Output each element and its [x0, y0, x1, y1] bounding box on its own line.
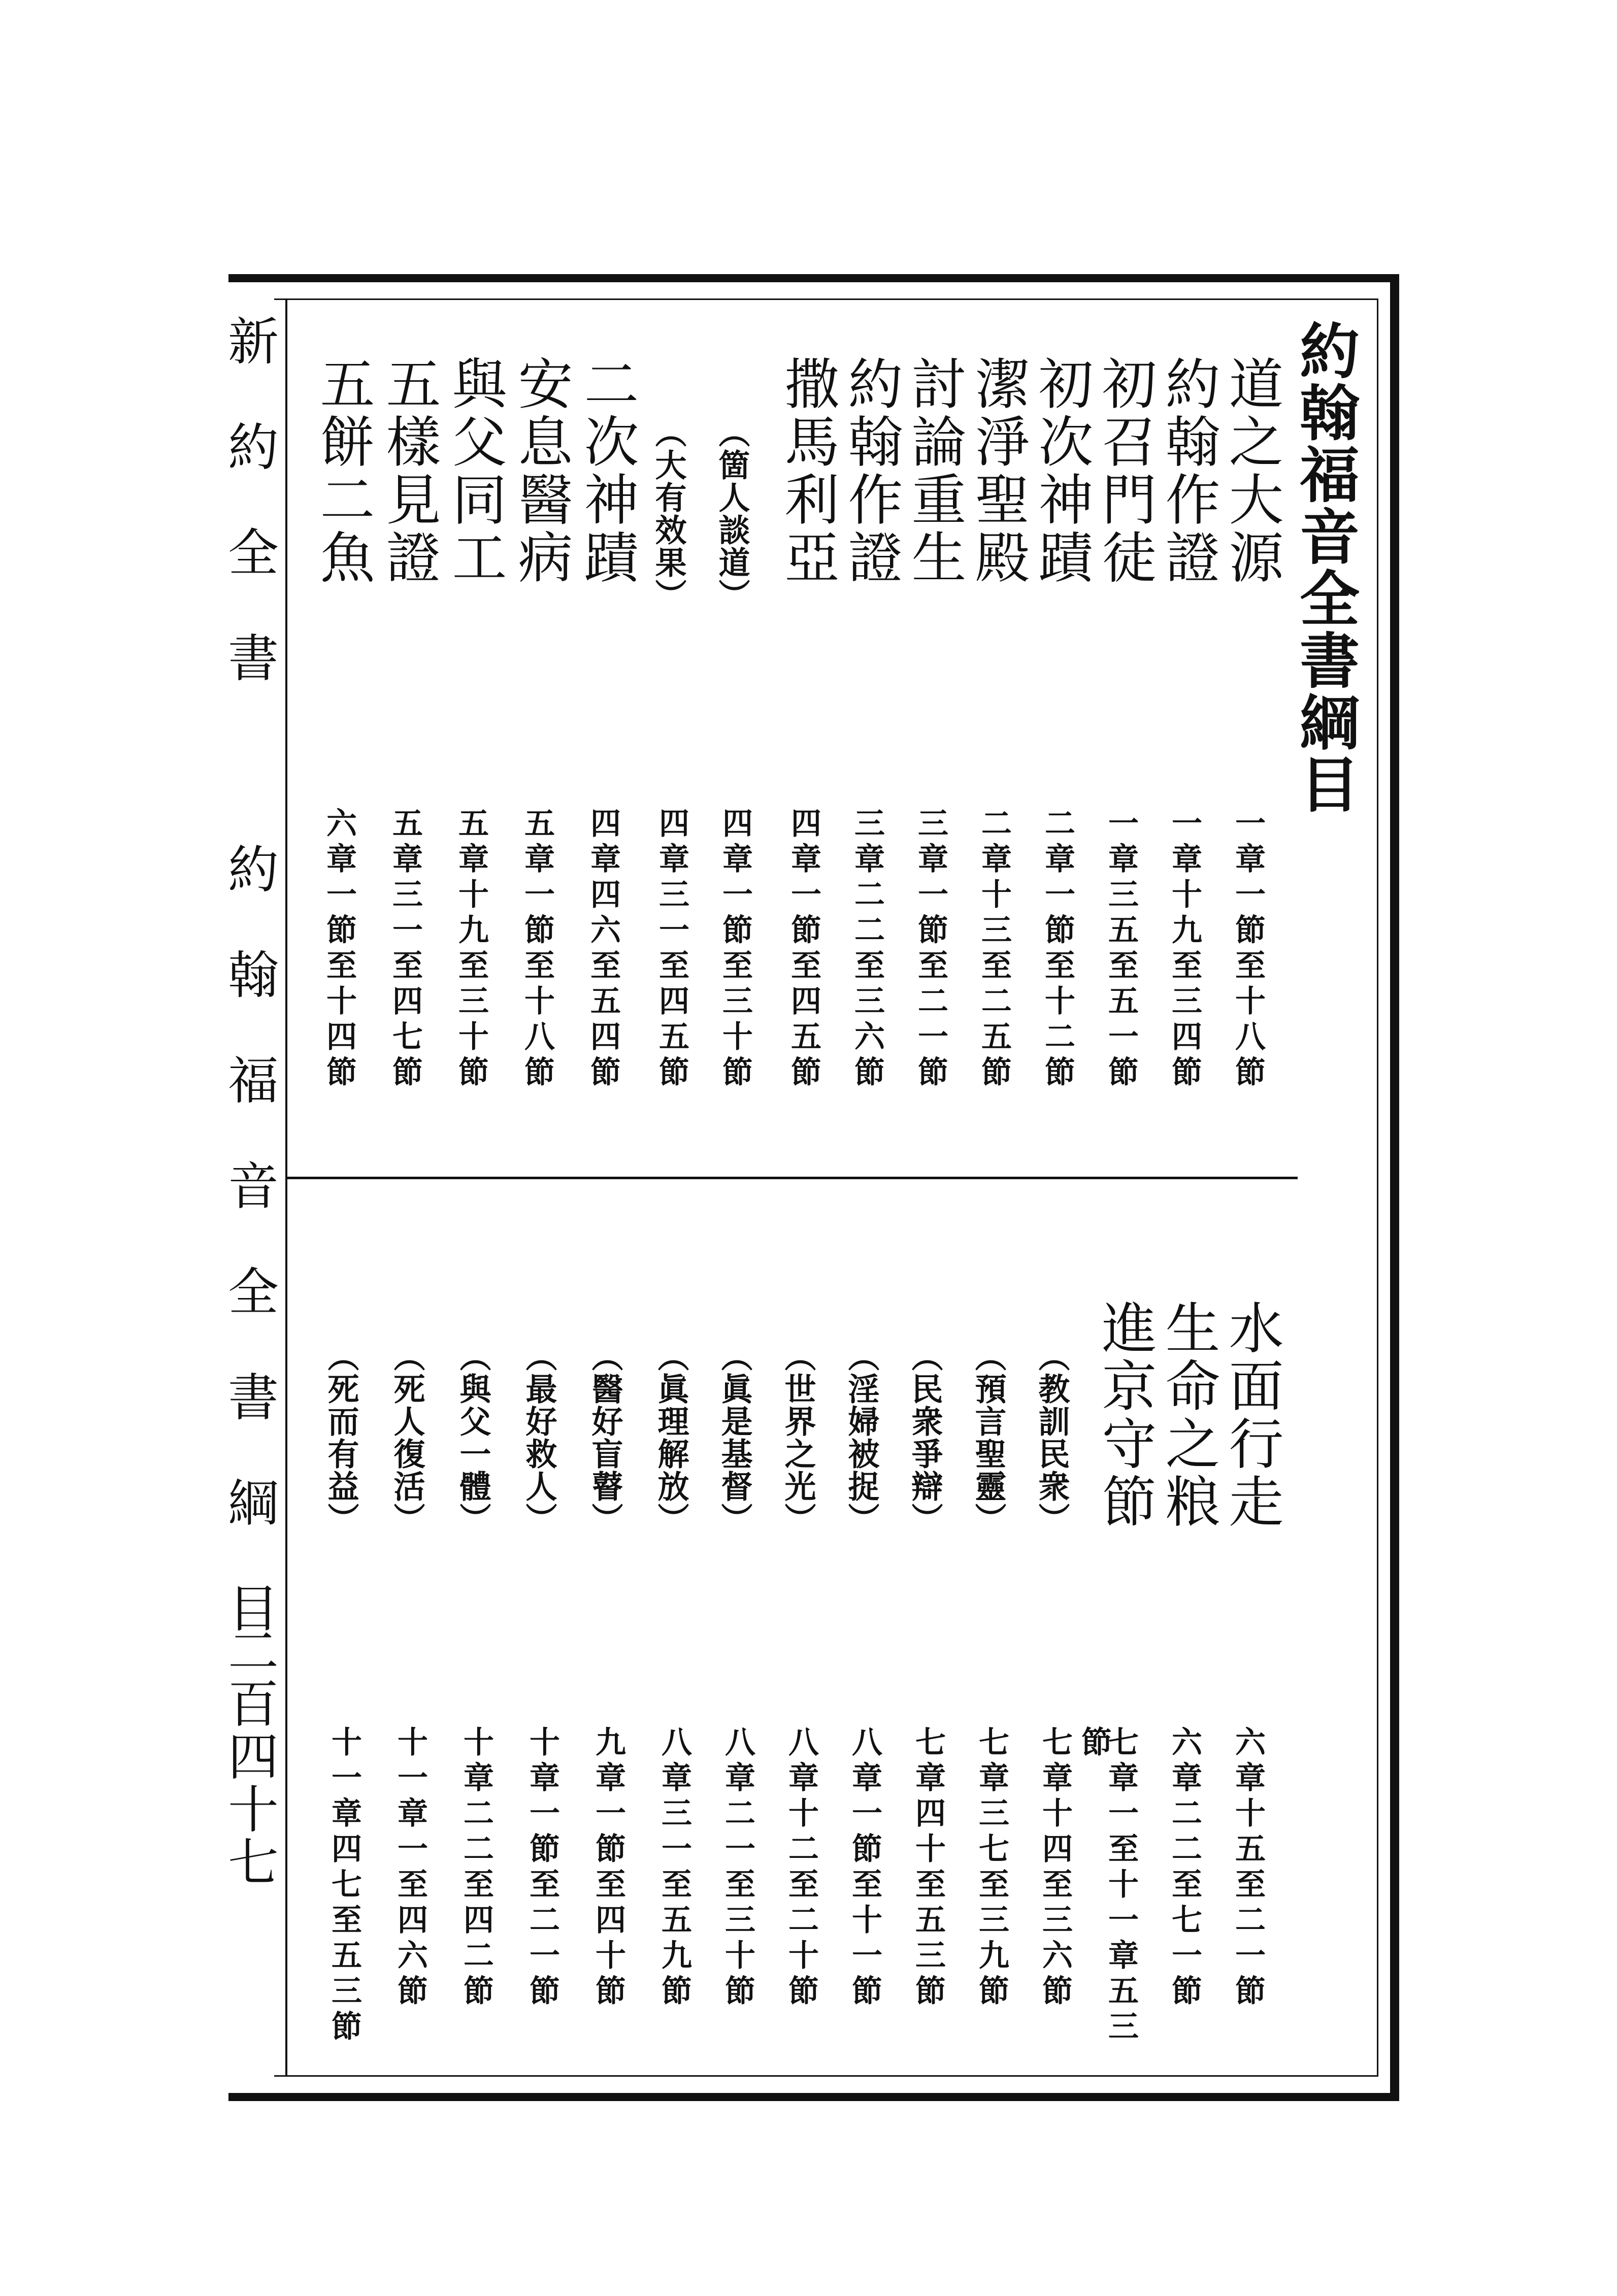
verse-reference: 五章十九至三十節 [453, 807, 489, 1091]
topic-label: 撒馬利亞 [775, 355, 839, 587]
running-head: 新約全書 約翰福音全書綱目 [219, 315, 279, 1687]
sub-topic-note: （預言聖靈） [970, 1340, 1007, 1535]
topic-label: 約翰作證 [839, 355, 902, 587]
top-border [228, 274, 1399, 282]
sub-topic-note: （箇人談道） [713, 416, 750, 611]
page-title: 約翰福音全書綱目 [1290, 320, 1360, 815]
topic-label: 安息醫病 [509, 355, 572, 587]
verse-reference: 四章四六至五四節 [585, 807, 621, 1091]
verse-reference: 九章一節至四十節 [590, 1726, 626, 2010]
sub-topic-note: （教訓民衆） [1033, 1340, 1070, 1535]
topic-label: 初召門徒 [1093, 355, 1156, 587]
topic-label: 生命之粮 [1156, 1300, 1219, 1531]
sub-topic-note: （死人復活） [388, 1340, 425, 1535]
topic-label: 二次神蹟 [575, 355, 638, 587]
verse-reference: 一章一節至十八節 [1230, 807, 1266, 1091]
verse-reference: 七章三七至三九節 [974, 1726, 1009, 2010]
topic-label: 與父同工 [443, 355, 506, 587]
verse-reference: 十一章一至四六節 [392, 1726, 428, 2010]
topic-label: 五樣見證 [377, 355, 440, 587]
verse-reference: 三章二二至三六節 [849, 807, 885, 1091]
verse-reference: 四章三一至四五節 [654, 807, 689, 1091]
verse-reference: 五章一節至十八節 [519, 807, 555, 1091]
verse-reference: 八章二一至三十節 [720, 1726, 755, 2010]
verse-reference: 六章一節至十四節 [321, 807, 357, 1091]
sub-topic-note: （死而有益） [322, 1340, 359, 1535]
middle-divider [287, 1177, 1298, 1179]
verse-reference: 八章三一至五九節 [656, 1726, 692, 2010]
topic-label: 討論重生 [902, 355, 966, 587]
right-border [1390, 274, 1399, 2101]
inner-right-rule [1377, 298, 1378, 2075]
verse-reference: 六章二二至七一節 [1167, 1726, 1202, 2010]
verse-reference: 七章十四至三六節 [1037, 1726, 1073, 2010]
bottom-border [228, 2093, 1399, 2101]
topic-label: 五餅二魚 [311, 355, 374, 587]
verse-reference: 六章十五至二一節 [1230, 1726, 1266, 2010]
verse-reference: 七章四十至五三節 [910, 1726, 946, 2010]
sub-topic-note: （眞是基督） [716, 1340, 753, 1535]
sub-topic-note: （最好救人） [520, 1340, 557, 1535]
verse-reference: 八章十二至二十節 [783, 1726, 819, 2010]
page-number: 二百四十七 [219, 1624, 279, 1888]
verse-reference: 一章三五至五一節 [1103, 807, 1139, 1091]
sub-topic-note: （眞理解放） [652, 1340, 689, 1535]
verse-reference: 四章一節至三十節 [717, 807, 753, 1091]
verse-reference: 四章一節至四五節 [786, 807, 821, 1091]
verse-reference: 三章一節至二一節 [913, 807, 948, 1091]
verse-reference: 七章一至十一章五三 [1103, 1726, 1139, 2046]
verse-reference: 五章三一至四七節 [387, 807, 423, 1091]
verse-reference: 一章十九至三四節 [1167, 807, 1202, 1091]
inner-top-rule [274, 298, 1378, 300]
running-head-divider [285, 298, 287, 2075]
sub-topic-note: （世界之光） [779, 1340, 816, 1535]
sub-topic-note: （與父一體） [454, 1340, 491, 1535]
sub-topic-note: （大有效果） [650, 416, 687, 611]
sub-topic-note: （民衆爭辯） [906, 1340, 943, 1535]
topic-label: 潔淨聖殿 [966, 355, 1029, 587]
inner-bottom-rule [274, 2075, 1378, 2077]
verse-reference: 二章十三至二五節 [976, 807, 1012, 1091]
sub-topic-note: （淫婦被捉） [843, 1340, 880, 1535]
verse-reference-tail: 節 [1076, 1726, 1112, 1761]
verse-reference: 二章一節至十二節 [1040, 807, 1075, 1091]
topic-label: 水面行走 [1219, 1300, 1283, 1531]
topic-label: 進京守節 [1093, 1300, 1156, 1531]
topic-label: 初次神蹟 [1029, 355, 1093, 587]
verse-reference: 十一章四七至五三節 [326, 1726, 362, 2046]
verse-reference: 十章二二至四二節 [458, 1726, 494, 2010]
topic-label: 約翰作證 [1156, 355, 1219, 587]
verse-reference: 十章一節至二一節 [524, 1726, 560, 2010]
verse-reference: 八章一節至十一節 [847, 1726, 882, 2010]
topic-label: 道之大源 [1219, 355, 1283, 587]
sub-topic-note: （醫好盲瞽） [586, 1340, 623, 1535]
